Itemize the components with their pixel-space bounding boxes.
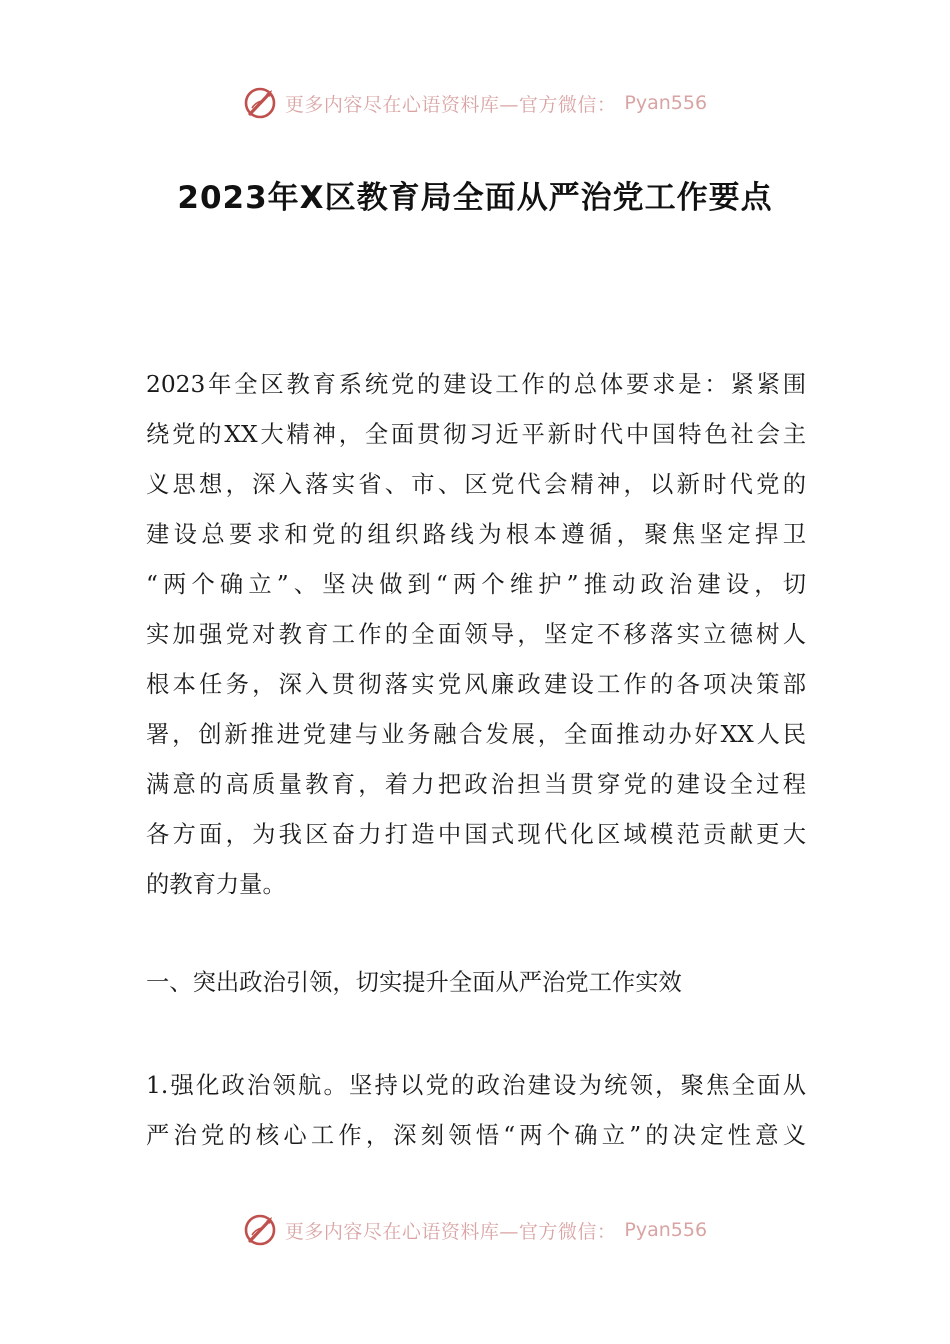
paragraph-line: 义思想，深入落实省、市、区党代会精神，以新时代党的 <box>146 471 806 498</box>
paragraph-line: 实加强党对教育工作的全面领导，坚定不移落实立德树人 <box>146 621 806 648</box>
section-heading-text: 一、突出政治引领，切实提升全面从严治党工作实效 <box>146 969 682 996</box>
watermark-wechat-id: Pyan556 <box>624 92 708 114</box>
pen-logo-icon <box>243 86 277 120</box>
watermark-text: 更多内容尽在心语资料库—官方微信： <box>284 1220 617 1243</box>
paragraph-line: 2023年全区教育系统党的建设工作的总体要求是：紧紧围 <box>146 371 806 398</box>
intro-paragraph <box>146 360 806 910</box>
paragraph-line: 满意的高质量教育，着力把政治担当贯穿党的建设全过程 <box>146 771 806 798</box>
paragraph-line: 的教育力量。 <box>146 871 286 898</box>
paragraph-line: 根本任务，深入贯彻落实党风廉政建设工作的各项决策部 <box>146 671 806 698</box>
paragraph-line: 署，创新推进党建与业务融合发展，全面推动办好XX人民 <box>146 721 806 748</box>
paragraph-line: 建设总要求和党的组织路线为根本遵循，聚焦坚定捍卫 <box>146 521 806 548</box>
paragraph-line: 绕党的XX大精神，全面贯彻习近平新时代中国特色社会主 <box>146 421 806 448</box>
document-title: 2023年X区教育局全面从严治党工作要点 <box>177 180 773 216</box>
paragraph-line: 各方面，为我区奋力打造中国式现代化区域模范贡献更大 <box>146 821 806 848</box>
item-paragraph <box>146 1061 806 1161</box>
section-heading <box>146 958 806 1008</box>
pen-logo-icon <box>243 1213 277 1247</box>
paragraph-line: 1.强化政治领航。坚持以党的政治建设为统领，聚焦全面从 <box>146 1072 806 1099</box>
paragraph-line: “两个确立”、坚决做到“两个维护”推动政治建设，切 <box>146 571 806 598</box>
header-watermark <box>0 83 950 123</box>
watermark-wechat-id: Pyan556 <box>624 1219 708 1241</box>
watermark-text: 更多内容尽在心语资料库—官方微信： <box>284 93 617 116</box>
paragraph-line: 严治党的核心工作，深刻领悟“两个确立”的决定性意义 <box>146 1122 806 1149</box>
footer-watermark <box>0 1210 950 1250</box>
